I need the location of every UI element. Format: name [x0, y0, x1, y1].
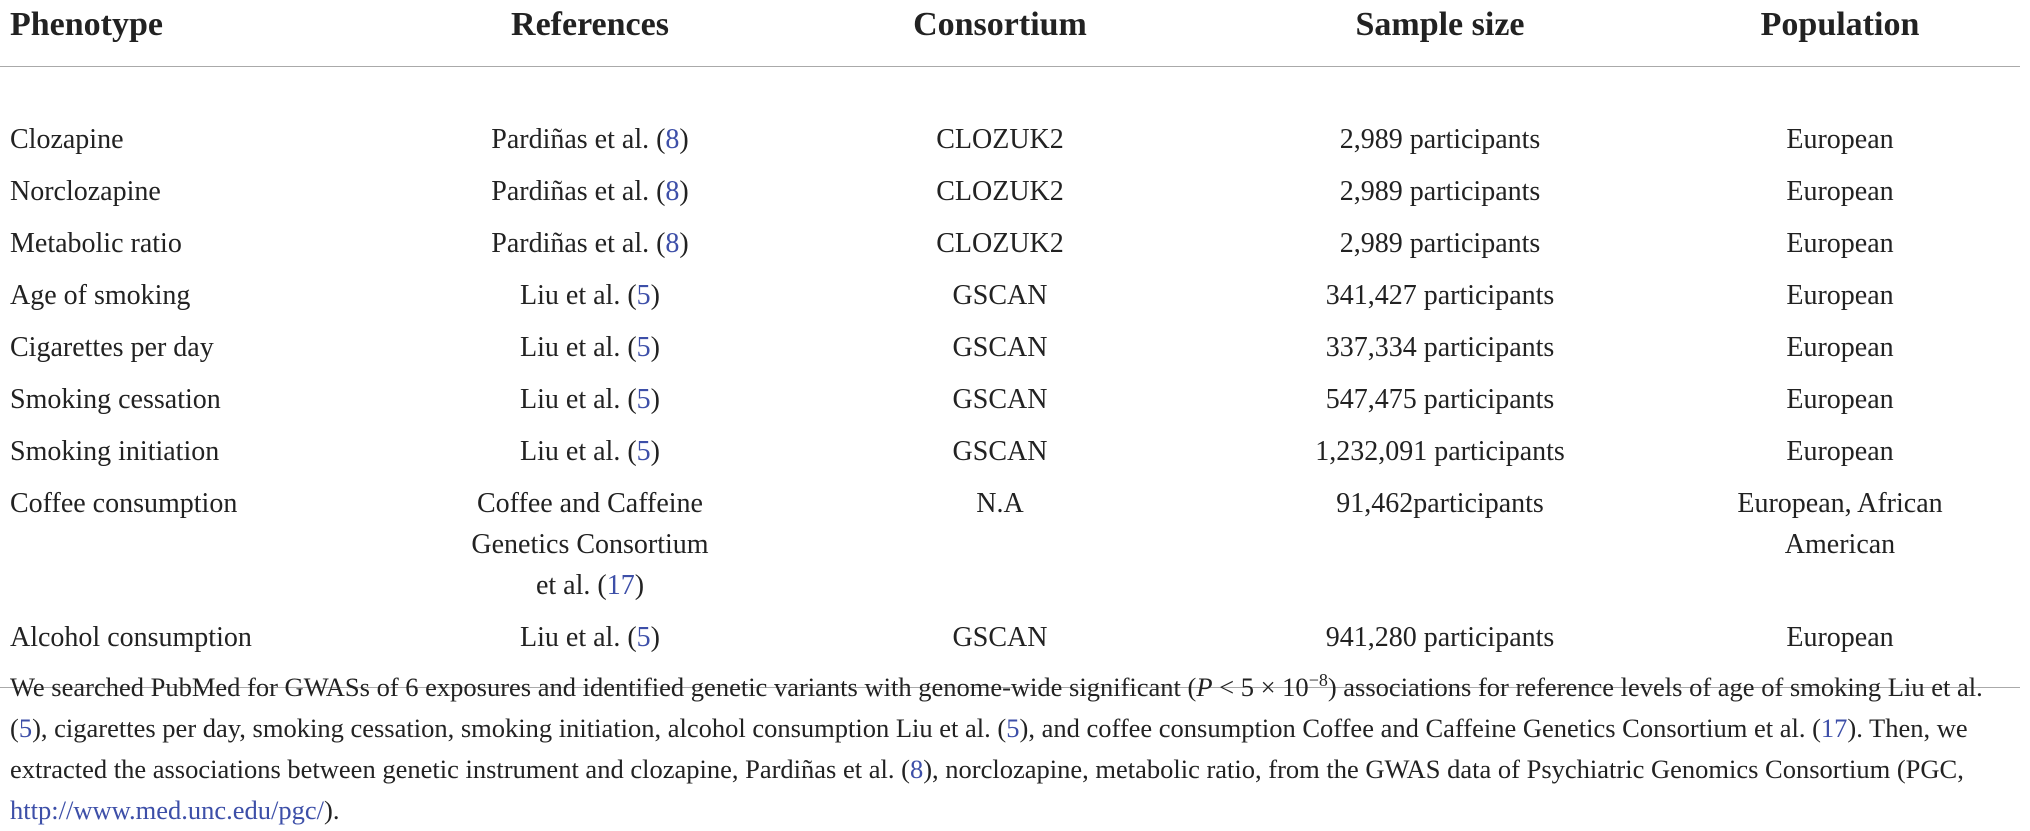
reference-close: ) [650, 622, 660, 653]
citation-link[interactable]: 5 [636, 384, 651, 415]
reference-close: ) [679, 176, 689, 207]
reference-close: ) [650, 332, 660, 363]
phenotype-cell: Coffee consumption [10, 488, 238, 519]
sample-size-cell: 2,989 participants [1339, 228, 1541, 259]
phenotype-cell: Alcohol consumption [0, 617, 400, 688]
table-row [0, 275, 2020, 327]
reference-text: Pardiñas et al. ( [491, 228, 666, 259]
table-footnote [10, 667, 2020, 831]
reference-text: Liu et al. ( [520, 332, 637, 363]
sample-size-cell: 341,427 participants [1325, 280, 1555, 311]
sample-size-cell: 2,989 participants [1339, 176, 1541, 207]
citation-link[interactable]: 17 [1820, 713, 1848, 743]
consortium-cell: GSCAN [780, 617, 1220, 688]
consortium-cell: N.A [976, 488, 1024, 519]
reference-cell [400, 223, 780, 275]
citation-link[interactable]: 8 [665, 228, 680, 259]
reference-close: ) [650, 280, 660, 311]
citation-link[interactable]: 8 [665, 124, 680, 155]
phenotype-cell: Metabolic ratio [10, 228, 182, 259]
reference-cell [400, 483, 780, 617]
consortium-cell: CLOZUK2 [936, 124, 1064, 155]
population-cell: European [1786, 124, 1894, 155]
citation-link[interactable]: 5 [1006, 713, 1020, 743]
table-row [0, 119, 2020, 171]
footnote-text: ), and coffee consumption Coffee and Caffeine Genetics Consortium et al. ( [1019, 713, 1821, 743]
population-cell: European [1786, 228, 1894, 259]
pgc-url-link[interactable]: http://www.med.unc.edu/pgc/ [10, 795, 325, 825]
table-row [0, 431, 2020, 483]
consortium-cell: CLOZUK2 [936, 176, 1064, 207]
sample-size-cell: 337,334 participants [1325, 332, 1555, 363]
sample-size-cell: 2,989 participants [1339, 124, 1541, 155]
reference-close: ) [679, 124, 689, 155]
reference-line: et al. ( [535, 570, 607, 601]
table-row [0, 327, 2020, 379]
reference-text: Liu et al. ( [520, 622, 637, 653]
population-cell: European [1786, 436, 1894, 467]
reference-cell [400, 379, 780, 431]
reference-line: Coffee and Caffeine [477, 488, 703, 519]
table-row [0, 379, 2020, 431]
reference-line: Genetics Consortium [471, 529, 709, 560]
header-sample-size: Sample size [1220, 0, 1660, 67]
footnote-threshold: < 5 × 10 [1212, 672, 1309, 702]
consortium-cell: CLOZUK2 [936, 228, 1064, 259]
header-references: References [400, 0, 780, 67]
phenotype-cell: Age of smoking [10, 280, 191, 311]
reference-cell [400, 275, 780, 327]
reference-cell [400, 327, 780, 379]
sample-size-cell: 941,280 participants [1220, 617, 1660, 688]
header-phenotype: Phenotype [0, 0, 400, 67]
reference-text: Pardiñas et al. ( [491, 124, 666, 155]
phenotype-cell: Smoking initiation [10, 436, 220, 467]
header-population: Population [1660, 0, 2020, 67]
table-row [0, 171, 2020, 223]
footnote-text: We searched PubMed for GWASs of 6 exposures and identified genetic variants with genome-wide significant ( [10, 672, 1197, 702]
footnote-text: ). Then, we extracted the associations between genetic instrument and clozapine, Pardiñas et al. ( [10, 713, 1968, 784]
sample-size-cell: 547,475 participants [1325, 384, 1555, 415]
population-cell: European [1786, 280, 1894, 311]
header-consortium: Consortium [780, 0, 1220, 67]
footnote-text: ), cigarettes per day, smoking cessation, smoking initiation, alcohol consumption Liu et al. ( [32, 713, 1007, 743]
table-row [0, 67, 2020, 120]
consortium-cell: GSCAN [952, 384, 1048, 415]
reference-text: Liu et al. ( [520, 436, 637, 467]
population-cell: European [1660, 617, 2020, 688]
population-cell: European [1786, 384, 1894, 415]
reference-close: ) [679, 228, 689, 259]
citation-link[interactable]: 5 [636, 436, 651, 467]
population-line: European, African [1737, 488, 1943, 519]
footnote-text: ). [324, 795, 340, 825]
consortium-cell: GSCAN [952, 280, 1048, 311]
table-row [0, 483, 2020, 617]
reference-cell [400, 119, 780, 171]
reference-cell [400, 171, 780, 223]
reference-close: ) [650, 384, 660, 415]
sample-size-cell: 91,462participants [1336, 488, 1544, 519]
sample-size-cell: 1,232,091 participants [1315, 436, 1565, 467]
table-row [0, 223, 2020, 275]
citation-link[interactable]: 5 [636, 622, 651, 653]
reference-text: Pardiñas et al. ( [491, 176, 666, 207]
reference-text: Liu et al. ( [520, 384, 637, 415]
footnote-text: ), norclozapine, metabolic ratio, from the GWAS data of Psychiatric Genomics Consortium (PGC, [923, 754, 1964, 784]
reference-close: ) [650, 436, 660, 467]
population-cell [1660, 483, 2020, 617]
population-line: American [1784, 529, 1896, 560]
citation-link[interactable]: 17 [606, 570, 635, 601]
reference-cell [400, 431, 780, 483]
reference-close: ) [634, 570, 645, 601]
phenotype-cell: Smoking cessation [10, 384, 221, 415]
footnote-exponent: −8 [1308, 670, 1328, 691]
phenotype-cell: Cigarettes per day [10, 332, 214, 363]
citation-link[interactable]: 5 [18, 713, 33, 743]
phenotype-cell: Clozapine [10, 124, 124, 155]
citation-link[interactable]: 8 [909, 754, 924, 784]
citation-link[interactable]: 8 [665, 176, 680, 207]
consortium-cell: GSCAN [952, 332, 1048, 363]
header-row [0, 0, 2020, 67]
citation-link[interactable]: 5 [636, 332, 651, 363]
reference-text: Liu et al. ( [520, 280, 637, 311]
population-cell: European [1786, 176, 1894, 207]
citation-link[interactable]: 5 [636, 280, 651, 311]
consortium-cell: GSCAN [952, 436, 1048, 467]
footnote-p-variable: P [1196, 672, 1213, 702]
footnote-text: ) associations for reference levels of age of smoking Liu et al. ( [10, 672, 1983, 743]
population-cell: European [1786, 332, 1894, 363]
phenotype-cell: Norclozapine [10, 176, 161, 207]
